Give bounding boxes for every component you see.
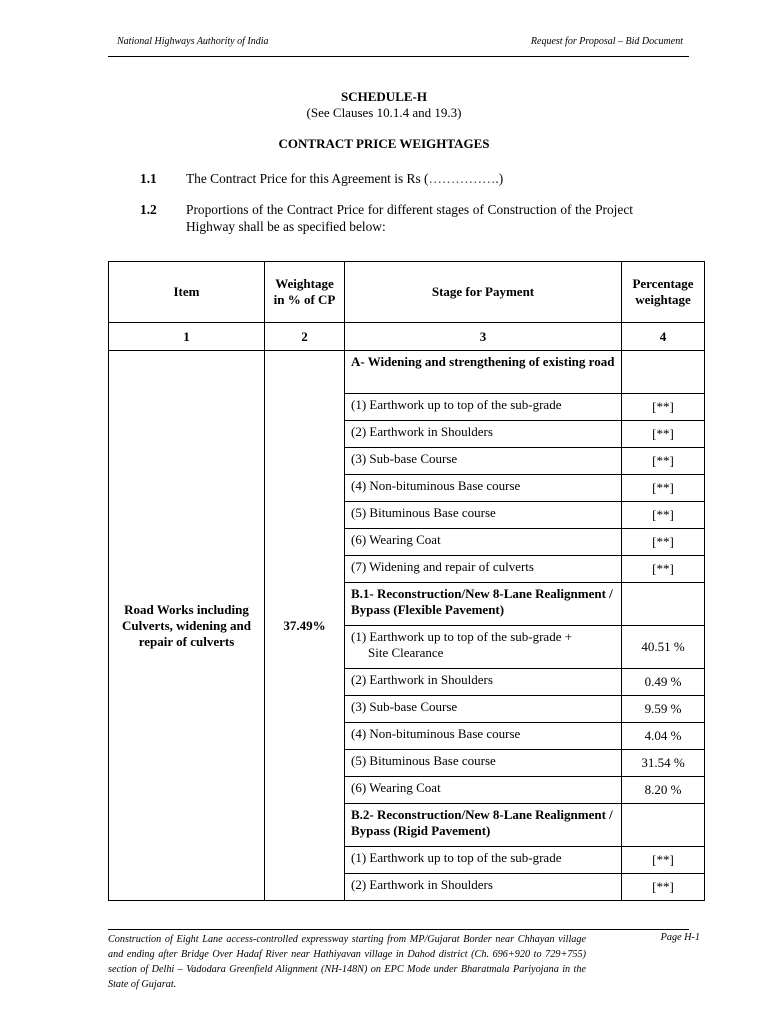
paragraph-text: Proportions of the Contract Price for different stages of Construction of the Project Highway shall be as specified below: xyxy=(186,202,633,234)
stage-line-continued: Site Clearance xyxy=(368,645,444,660)
column-number: 3 xyxy=(345,323,622,351)
stage-cell: (5) Bituminous Base course xyxy=(345,750,622,777)
stage-cell: (2) Earthwork in Shoulders xyxy=(345,421,622,448)
item-cell: Road Works including Culverts, widening and repair of culverts xyxy=(109,351,265,901)
stage-cell: (3) Sub-base Course xyxy=(345,696,622,723)
clauses-reference: (See Clauses 10.1.4 and 19.3) xyxy=(306,105,462,120)
table-header-row xyxy=(109,262,705,323)
percentage-cell: 40.51 % xyxy=(622,626,705,669)
column-header: Item xyxy=(109,262,265,323)
column-header: Stage for Payment xyxy=(345,262,622,323)
stage-cell: B.1- Reconstruction/New 8-Lane Realignment / Bypass (Flexible Pavement) xyxy=(345,583,622,626)
column-number: 4 xyxy=(622,323,705,351)
paragraph-text xyxy=(186,170,633,187)
stage-cell: (5) Bituminous Base course xyxy=(345,502,622,529)
percentage-cell: 8.20 % xyxy=(622,777,705,804)
contract-price-tail: .) xyxy=(495,171,504,186)
footer-rule xyxy=(108,929,689,930)
percentage-cell: [**] xyxy=(622,394,705,421)
stage-cell: (6) Wearing Coat xyxy=(345,529,622,556)
percentage-cell: 9.59 % xyxy=(622,696,705,723)
schedule-title: SCHEDULE-H xyxy=(341,89,427,104)
percentage-cell: [**] xyxy=(622,502,705,529)
column-header: Percentage weightage xyxy=(622,262,705,323)
percentage-cell: [**] xyxy=(622,448,705,475)
percentage-cell: [**] xyxy=(622,529,705,556)
percentage-cell: 4.04 % xyxy=(622,723,705,750)
page-number: Page H-1 xyxy=(660,932,700,943)
percentage-cell: [**] xyxy=(622,874,705,901)
column-number: 2 xyxy=(265,323,345,351)
stage-cell: (1) Earthwork up to top of the sub-grade xyxy=(345,847,622,874)
table-row xyxy=(109,351,705,394)
stage-cell: (4) Non-bituminous Base course xyxy=(345,475,622,502)
stage-line: (1) Earthwork up to top of the sub-grade + xyxy=(351,629,573,644)
percentage-cell: [**] xyxy=(622,421,705,448)
stage-cell: (3) Sub-base Course xyxy=(345,448,622,475)
percentage-cell: [**] xyxy=(622,475,705,502)
stage-cell: (1) Earthwork up to top of the sub-grade xyxy=(345,394,622,421)
contract-price-text: The Contract Price for this Agreement is Rs ( xyxy=(186,171,429,186)
percentage-cell xyxy=(622,351,705,394)
header-right: Request for Proposal – Bid Document xyxy=(530,36,683,47)
weightage-cell: 37.49% xyxy=(265,351,345,901)
column-number-row xyxy=(109,323,705,351)
percentage-cell xyxy=(622,804,705,847)
column-number: 1 xyxy=(109,323,265,351)
weightage-table xyxy=(108,261,705,901)
percentage-cell: 31.54 % xyxy=(622,750,705,777)
stage-cell: (2) Earthwork in Shoulders xyxy=(345,874,622,901)
stage-cell: (4) Non-bituminous Base course xyxy=(345,723,622,750)
percentage-cell: [**] xyxy=(622,556,705,583)
column-header: Weightage in % of CP xyxy=(265,262,345,323)
paragraph-number: 1.1 xyxy=(140,171,157,186)
percentage-cell xyxy=(622,583,705,626)
stage-cell: (7) Widening and repair of culverts xyxy=(345,556,622,583)
header-left: National Highways Authority of India xyxy=(117,36,269,47)
stage-cell: (2) Earthwork in Shoulders xyxy=(345,669,622,696)
percentage-cell: 0.49 % xyxy=(622,669,705,696)
stage-cell xyxy=(345,626,622,669)
blank-dots: …………… xyxy=(428,171,496,186)
percentage-cell: [**] xyxy=(622,847,705,874)
paragraph-number: 1.2 xyxy=(140,202,157,217)
stage-cell: A- Widening and strengthening of existing road xyxy=(345,351,622,394)
stage-cell: B.2- Reconstruction/New 8-Lane Realignment / Bypass (Rigid Pavement) xyxy=(345,804,622,847)
footer-text: Construction of Eight Lane access-controlled expressway starting from MP/Gujarat Border near Chhayan village and ending after Bridge Over Hadaf River near Hathiyavan village in Dahod district (Ch. 696+920 to 729+755) section of Delhi – Vadodara Greenfield Alignment (NH-148N) on EPC Mode under Bharatmala Pariyojana in the State of Gujarat. xyxy=(108,934,586,990)
header-rule xyxy=(108,56,689,57)
section-heading: CONTRACT PRICE WEIGHTAGES xyxy=(278,136,490,151)
stage-cell: (6) Wearing Coat xyxy=(345,777,622,804)
